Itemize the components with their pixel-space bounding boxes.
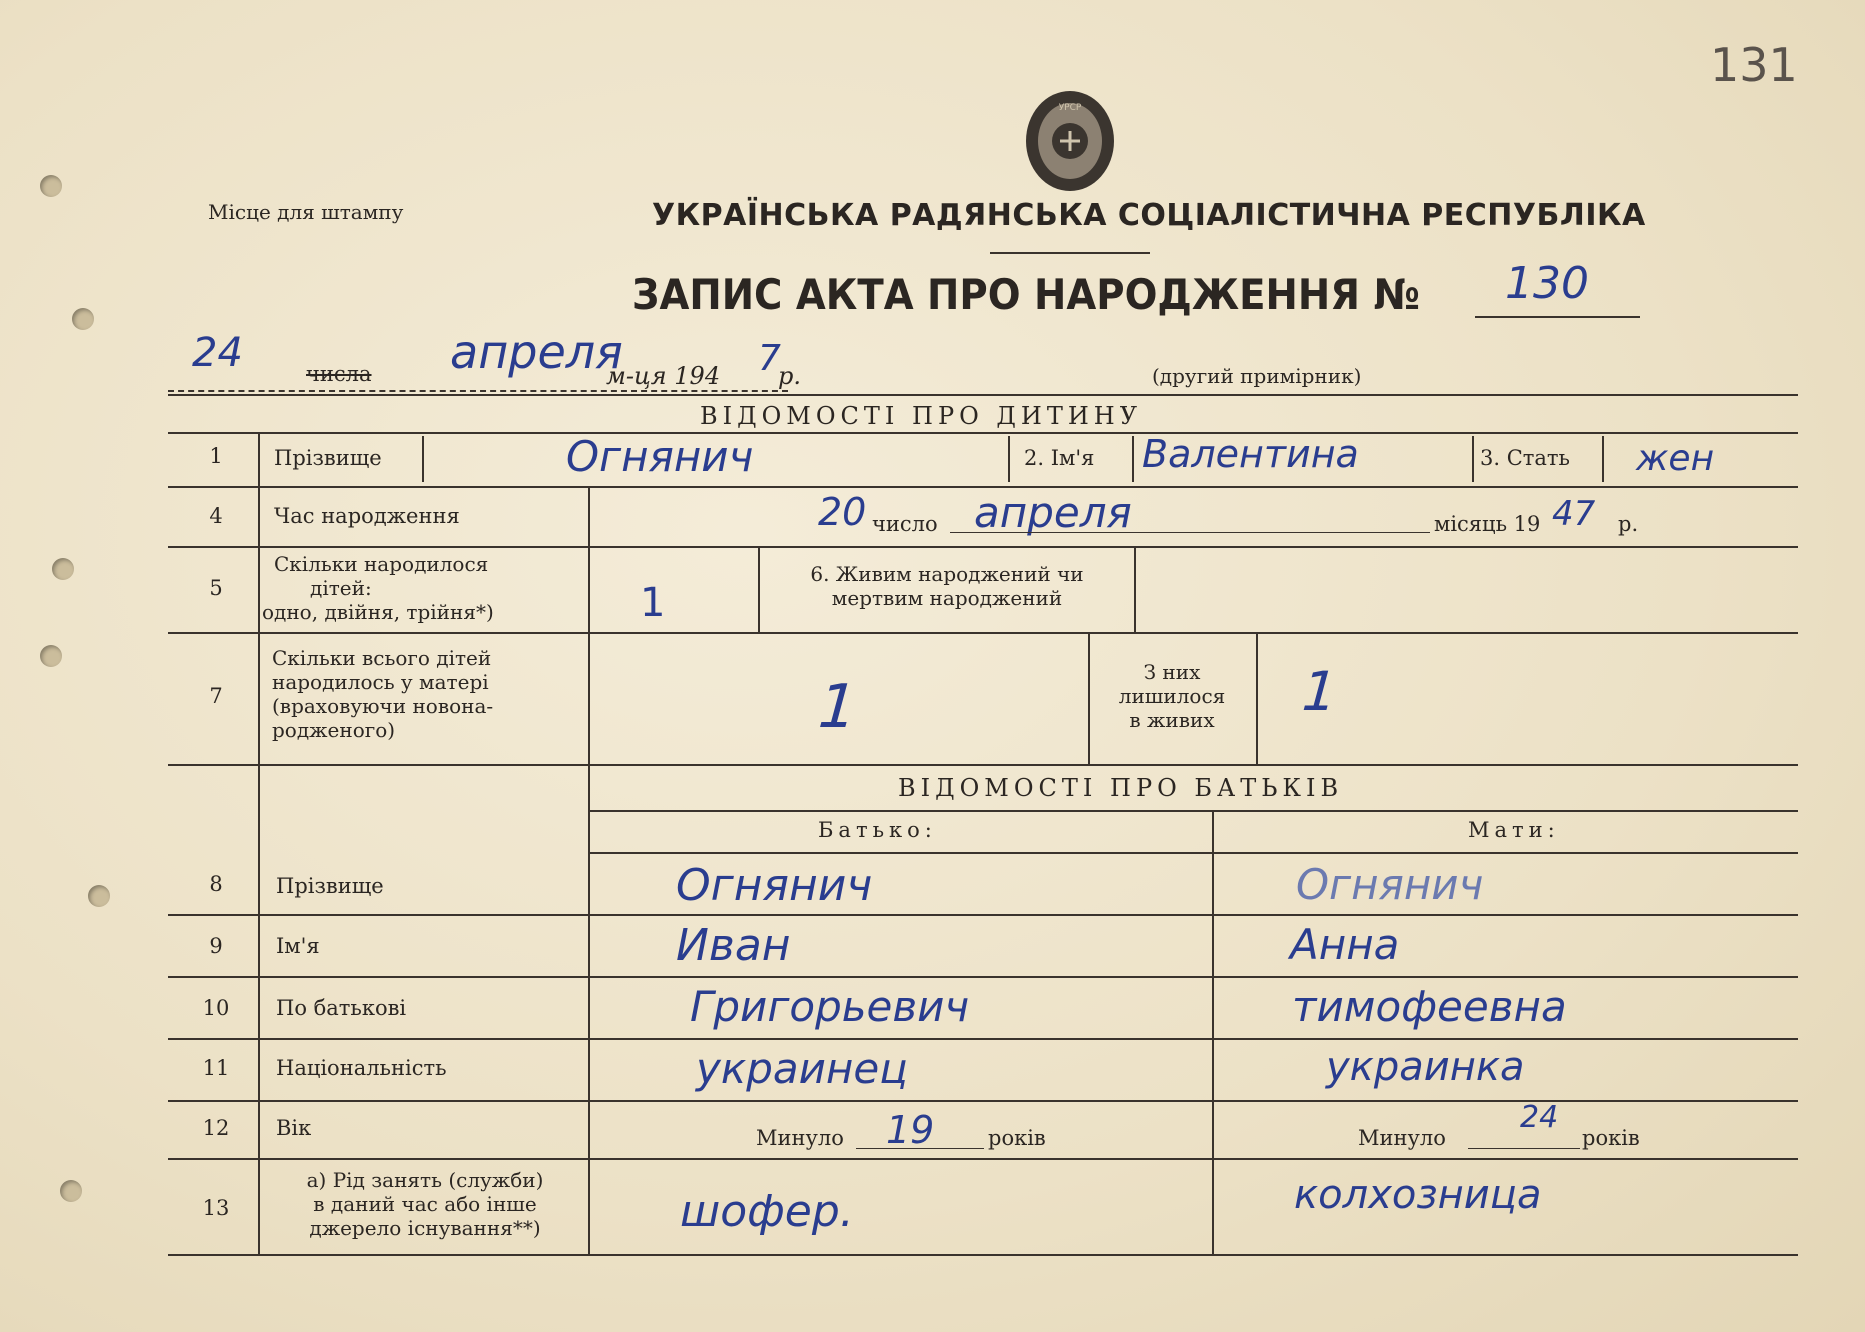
father-nationality: украинец (696, 1044, 908, 1093)
punch-hole (72, 308, 94, 330)
punch-hole (88, 885, 110, 907)
mother-name: Анна (1290, 920, 1400, 969)
date-month: апреля (450, 325, 623, 379)
page-number: 131 (1710, 38, 1798, 92)
child-surname-label: Прізвище (274, 446, 382, 470)
births-count-label: Скільки народилося дітей: одно, двійня, трійня*) (262, 552, 494, 624)
birth-day: 20 (818, 490, 867, 534)
row-number: 12 (202, 1116, 230, 1140)
child-name: Валентина (1142, 432, 1359, 476)
parent-nationality-label: Національність (276, 1056, 447, 1080)
row-number: 13 (202, 1196, 230, 1220)
row-number: 9 (209, 934, 223, 958)
mother-label: Мати: (1468, 818, 1560, 842)
row-number: 10 (202, 996, 230, 1020)
father-age-suffix: років (988, 1126, 1046, 1150)
row-number: 7 (209, 684, 223, 708)
father-age: 19 (886, 1108, 935, 1152)
punch-hole (40, 175, 62, 197)
date-year-digit: 7 (758, 338, 781, 379)
father-age-prefix: Минуло (756, 1126, 844, 1150)
republic-title: УКРАЇНСЬКА РАДЯНСЬКА СОЦІАЛІСТИЧНА РЕСПУБЛІКА (652, 198, 1646, 233)
parent-patronymic-label: По батькові (276, 996, 407, 1020)
record-number: 130 (1505, 258, 1589, 309)
child-surname: Огнянич (566, 432, 754, 481)
mother-age-prefix: Минуло (1358, 1126, 1446, 1150)
mother-occupation: колхозница (1294, 1172, 1542, 1218)
total-children-value: 1 (808, 672, 866, 742)
punch-hole (52, 558, 74, 580)
birth-time-label: Час народження (274, 504, 460, 528)
row-number: 5 (209, 576, 223, 600)
child-sex-label: 3. Стать (1480, 446, 1570, 470)
punch-hole (40, 645, 62, 667)
stamp-place-label: Місце для штампу (208, 200, 404, 224)
occupation-label: а) Рід занять (служби) в даний час або інше джерело існування**) (306, 1168, 544, 1240)
father-label: Батько: (818, 818, 937, 842)
date-day: 24 (192, 330, 243, 376)
parent-age-label: Вік (276, 1116, 312, 1140)
mother-surname: Огнянич (1296, 860, 1484, 909)
father-patronymic: Григорьевич (690, 982, 970, 1031)
row-number: 1 (209, 444, 223, 468)
parents-section-title: ВІДОМОСТІ ПРО БАТЬКІВ (898, 774, 1344, 802)
father-name: Иван (676, 920, 791, 971)
row-number: 11 (202, 1056, 230, 1080)
father-occupation: шофер. (680, 1186, 854, 1237)
mother-patronymic: тимофеевна (1292, 982, 1567, 1031)
mother-age: 24 (1520, 1100, 1559, 1135)
date-year-suffix: р. (778, 362, 801, 390)
child-section-title: ВІДОМОСТІ ПРО ДИТИНУ (700, 402, 1143, 430)
birth-month: апреля (974, 488, 1132, 537)
emblem-icon (1020, 86, 1120, 196)
mother-age-suffix: років (1582, 1126, 1640, 1150)
total-children-label: Скільки всього дітей народилось у матері (враховуючи новона- родженого) (272, 646, 494, 742)
birth-month-label: місяць 19 (1434, 512, 1541, 536)
surviving-label: З них лишилося в живих (1118, 660, 1226, 732)
child-sex: жен (1636, 438, 1715, 479)
birth-year-digit: 47 (1552, 494, 1596, 534)
alive-or-dead-label: 6. Живим народжений чи мертвим народжений (810, 562, 1084, 610)
surviving-value: 1 (1293, 660, 1345, 723)
date-day-label: числа (306, 362, 372, 386)
father-surname: Огнянич (676, 860, 873, 911)
births-count-value: 1 (640, 580, 666, 626)
copy-note: (другий примірник) (1152, 364, 1362, 388)
svg-text:УРСР: УРСР (1058, 103, 1082, 113)
mother-nationality: украинка (1326, 1044, 1525, 1090)
row-number: 8 (209, 872, 223, 896)
punch-hole (60, 1180, 82, 1202)
date-month-label: м-ця 194 (606, 362, 721, 390)
parent-surname-label: Прізвище (276, 874, 384, 898)
birth-day-label: число (872, 512, 938, 536)
parent-name-label: Ім'я (276, 934, 320, 958)
page-title: ЗАПИС АКТА ПРО НАРОДЖЕННЯ № (632, 270, 1420, 319)
child-name-label: 2. Ім'я (1024, 446, 1095, 470)
row-number: 4 (209, 504, 223, 528)
birth-year-suffix: р. (1618, 512, 1639, 536)
